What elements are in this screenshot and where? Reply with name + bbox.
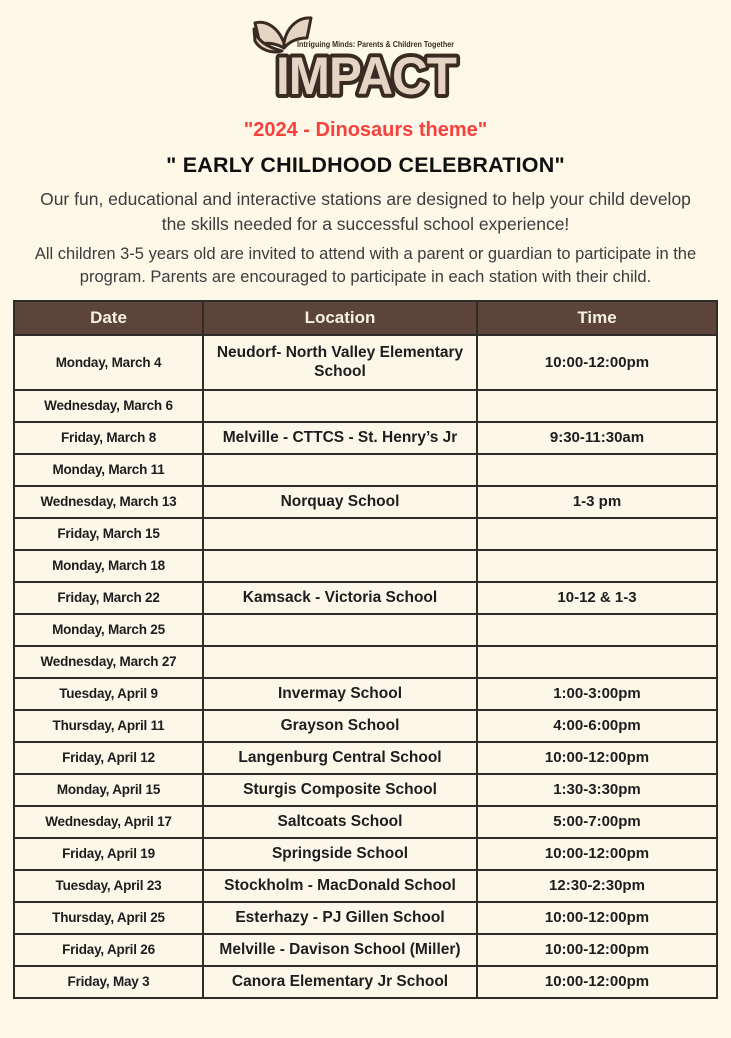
cell-date: Monday, March 11	[14, 454, 203, 486]
cell-location: Norquay School	[203, 486, 477, 518]
logo-graphic	[247, 14, 485, 104]
schedule-row	[14, 550, 717, 582]
cell-location	[203, 390, 477, 422]
cell-time	[477, 454, 717, 486]
cell-location	[203, 614, 477, 646]
schedule-row	[14, 335, 717, 390]
cell-time: 10:00-12:00pm	[477, 966, 717, 998]
cell-location: Saltcoats School	[203, 806, 477, 838]
cell-time: 10-12 & 1-3	[477, 582, 717, 614]
cell-date: Friday, April 12	[14, 742, 203, 774]
schedule-row	[14, 582, 717, 614]
cell-location	[203, 550, 477, 582]
cell-date: Tuesday, April 23	[14, 870, 203, 902]
cell-date: Monday, March 18	[14, 550, 203, 582]
schedule-row	[14, 518, 717, 550]
cell-location: Esterhazy - PJ Gillen School	[203, 902, 477, 934]
cell-location: Melville - CTTCS - St. Henry’s Jr	[203, 422, 477, 454]
schedule-row	[14, 806, 717, 838]
cell-location	[203, 518, 477, 550]
cell-time	[477, 614, 717, 646]
cell-date: Monday, March 25	[14, 614, 203, 646]
cell-location: Neudorf- North Valley Elementary School	[203, 335, 477, 390]
cell-date: Thursday, April 11	[14, 710, 203, 742]
cell-time: 1-3 pm	[477, 486, 717, 518]
cell-date: Wednesday, March 6	[14, 390, 203, 422]
schedule-row	[14, 966, 717, 998]
cell-date: Tuesday, April 9	[14, 678, 203, 710]
schedule-row	[14, 390, 717, 422]
schedule-row	[14, 870, 717, 902]
intro-paragraph-2: All children 3-5 years old are invited to attend with a parent or guardian to participate in the program. Parents are encouraged to participate in each station with their child.	[34, 245, 697, 287]
cell-location: Stockholm - MacDonald School	[203, 870, 477, 902]
cell-time	[477, 390, 717, 422]
cell-time: 10:00-12:00pm	[477, 902, 717, 934]
cell-time: 4:00-6:00pm	[477, 710, 717, 742]
theme-title: "2024 - Dinosaurs theme"	[243, 119, 488, 141]
cell-date: Thursday, April 25	[14, 902, 203, 934]
schedule-table	[13, 300, 718, 999]
page-title: " EARLY CHILDHOOD CELEBRATION"	[166, 153, 565, 177]
cell-location: Grayson School	[203, 710, 477, 742]
cell-date: Friday, April 26	[14, 934, 203, 966]
cell-date: Wednesday, March 13	[14, 486, 203, 518]
schedule-row	[14, 838, 717, 870]
intro-paragraph-1: Our fun, educational and interactive stations are designed to help your child develop the skills needed for a successful school experience!	[40, 189, 691, 234]
cell-date: Wednesday, March 27	[14, 646, 203, 678]
cell-date: Friday, March 8	[14, 422, 203, 454]
schedule-row	[14, 774, 717, 806]
cell-location	[203, 646, 477, 678]
cell-location: Kamsack - Victoria School	[203, 582, 477, 614]
schedule-row	[14, 902, 717, 934]
cell-location	[203, 454, 477, 486]
schedule-row	[14, 646, 717, 678]
schedule-row	[14, 454, 717, 486]
cell-time: 10:00-12:00pm	[477, 742, 717, 774]
schedule-row	[14, 678, 717, 710]
cell-date: Wednesday, April 17	[14, 806, 203, 838]
cell-time	[477, 550, 717, 582]
column-header-location: Location	[203, 301, 477, 335]
schedule-row	[14, 422, 717, 454]
column-header-date: Date	[14, 301, 203, 335]
cell-location: Springside School	[203, 838, 477, 870]
logo-tagline: Intriguing Minds: Parents & Children Together	[296, 39, 455, 49]
logo-brand-text: IMPACT	[275, 47, 457, 104]
column-header-time: Time	[477, 301, 717, 335]
cell-time: 10:00-12:00pm	[477, 838, 717, 870]
schedule-row	[14, 486, 717, 518]
cell-date: Friday, March 15	[14, 518, 203, 550]
schedule-row	[14, 614, 717, 646]
cell-time: 10:00-12:00pm	[477, 335, 717, 390]
cell-location: Sturgis Composite School	[203, 774, 477, 806]
cell-time: 10:00-12:00pm	[477, 934, 717, 966]
cell-time: 5:00-7:00pm	[477, 806, 717, 838]
cell-time: 1:30-3:30pm	[477, 774, 717, 806]
cell-time	[477, 518, 717, 550]
schedule-row	[14, 934, 717, 966]
cell-date: Monday, April 15	[14, 774, 203, 806]
schedule-header-row	[14, 301, 717, 335]
cell-time: 12:30-2:30pm	[477, 870, 717, 902]
cell-date: Friday, May 3	[14, 966, 203, 998]
cell-time: 9:30-11:30am	[477, 422, 717, 454]
cell-location: Canora Elementary Jr School	[203, 966, 477, 998]
impact-logo	[247, 14, 485, 109]
cell-location: Melville - Davison School (Miller)	[203, 934, 477, 966]
cell-time	[477, 646, 717, 678]
schedule-row	[14, 742, 717, 774]
cell-location: Invermay School	[203, 678, 477, 710]
cell-date: Monday, March 4	[14, 335, 203, 390]
cell-date: Friday, March 22	[14, 582, 203, 614]
cell-date: Friday, April 19	[14, 838, 203, 870]
schedule-row	[14, 710, 717, 742]
cell-time: 1:00-3:00pm	[477, 678, 717, 710]
cell-location: Langenburg Central School	[203, 742, 477, 774]
